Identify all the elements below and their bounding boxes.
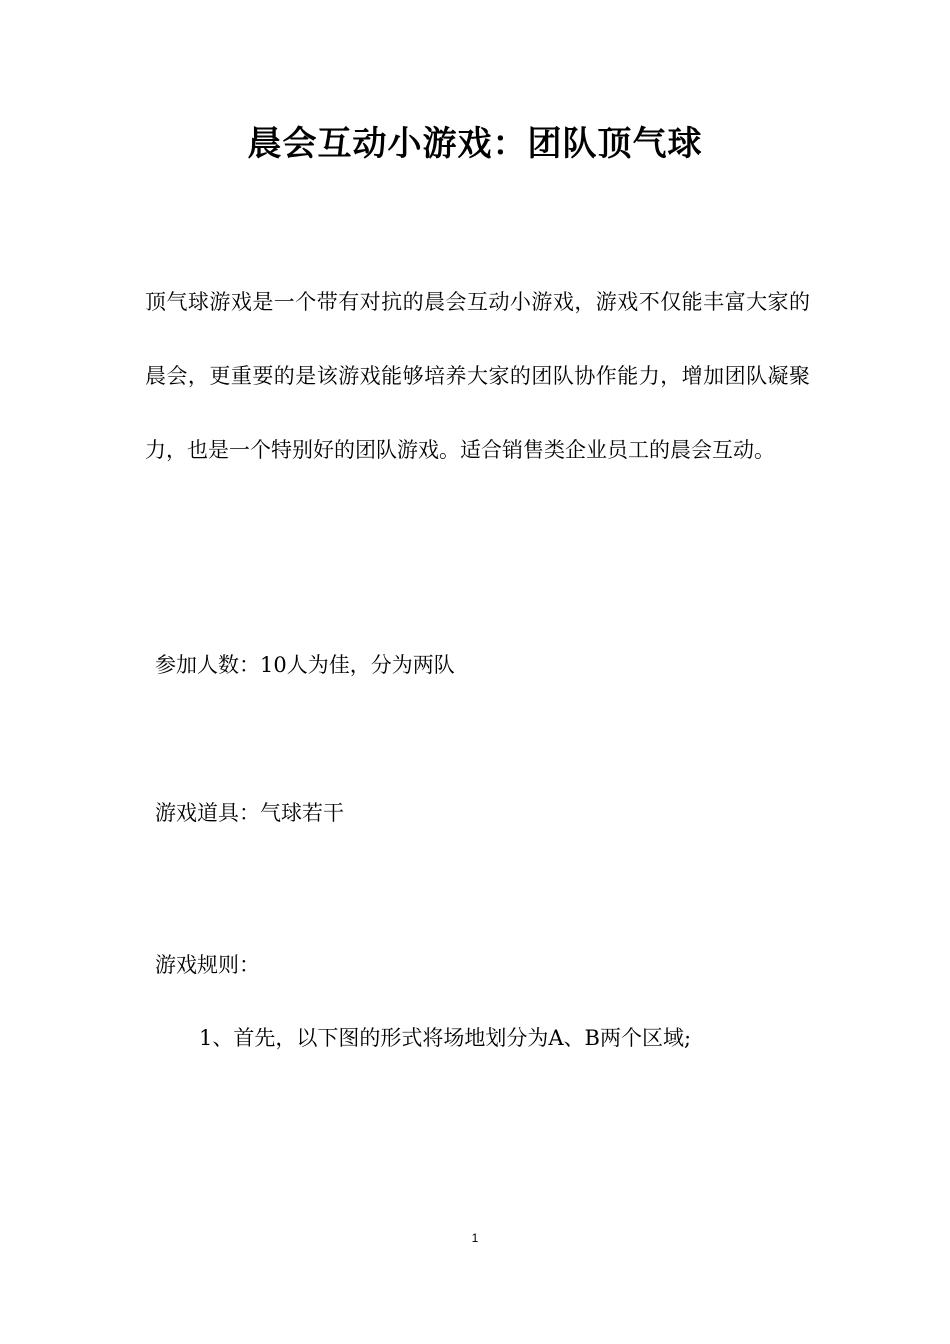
page-title: 晨会互动小游戏：团队顶气球 — [247, 124, 703, 164]
participants-line: 参加人数：10人为佳，分为两队 — [155, 653, 455, 677]
page-number: 1 — [471, 1231, 479, 1245]
rule-step-1: 1、首先，以下图的形式将场地划分为A、B两个区域; — [199, 1026, 692, 1050]
rules-heading: 游戏规则： — [155, 953, 260, 977]
intro-paragraph: 顶气球游戏是一个带有对抗的晨会互动小游戏，游戏不仅能丰富大家的晨会，更重要的是该游戏能够培养大家的团队协作能力，增加团队凝聚力，也是一个特别好的团队游戏。适合销售类企业员工的晨会互动。 — [145, 290, 810, 462]
props-line: 游戏道具：气球若干 — [155, 801, 344, 825]
